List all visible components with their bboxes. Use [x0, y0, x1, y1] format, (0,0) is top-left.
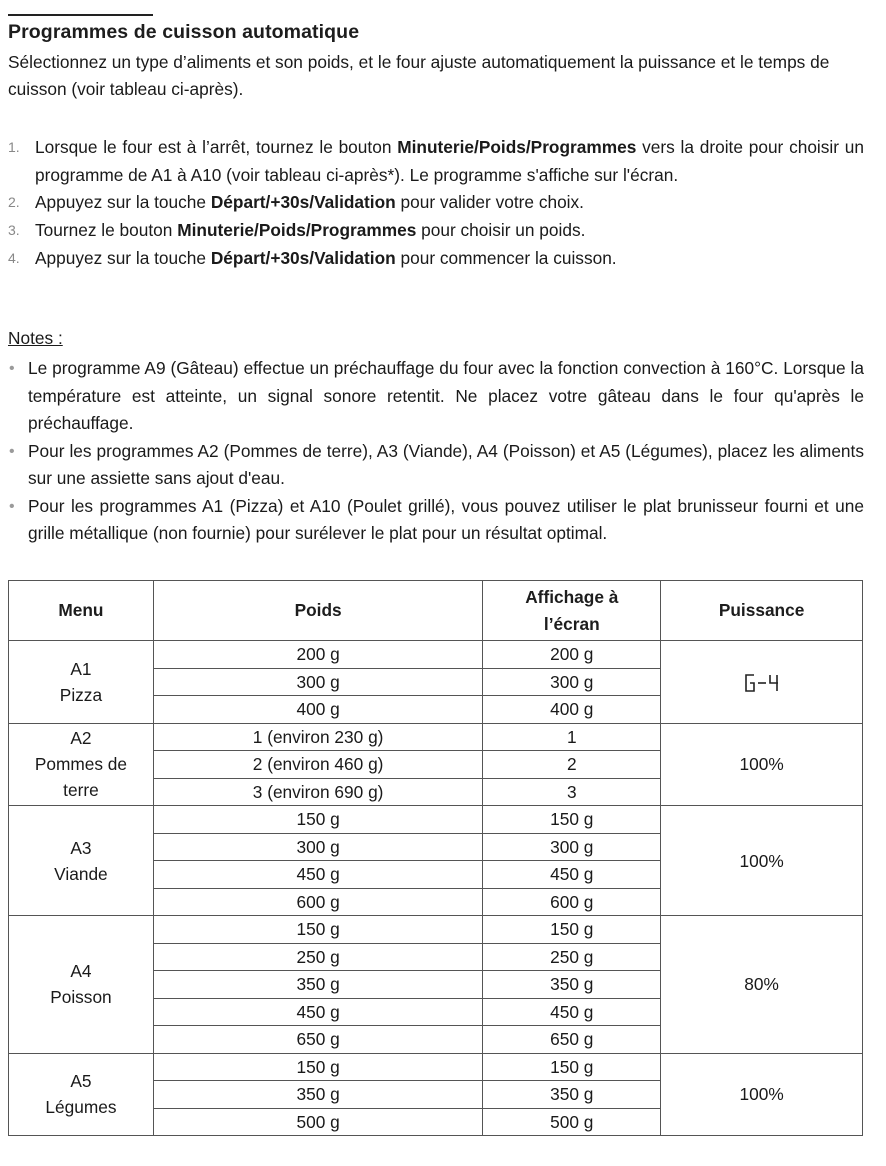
poids-cell: 600 g	[153, 888, 483, 916]
poids-cell: 150 g	[153, 806, 483, 834]
step-text-end: vers la droite pour choisir un programme de A1 à A10 (voir tableau ci-après*). Le programme s'affiche sur l'écran.	[35, 137, 864, 185]
step-button-name: Minuterie/Poids/Programmes	[177, 220, 417, 241]
step-item	[8, 217, 864, 245]
poids-cell: 450 g	[153, 861, 483, 889]
affichage-cell: 500 g	[483, 1108, 661, 1136]
note-text: Pour les programmes A1 (Pizza) et A10 (Poulet grillé), vous pouvez utiliser le plat brunisseur fourni et une grille métallique (non fournie) pour surélever le plat pour un résultat optimal.	[28, 495, 864, 543]
step-number: 1.	[8, 139, 20, 155]
bullet-icon: •	[9, 497, 15, 515]
menu-name: Légumes	[45, 1097, 117, 1118]
header-menu: Menu	[9, 581, 154, 641]
note-item	[8, 355, 864, 438]
affichage-cell: 150 g	[483, 806, 661, 834]
table-row	[9, 916, 863, 944]
poids-cell: 250 g	[153, 943, 483, 971]
section-divider	[8, 14, 153, 16]
affichage-cell: 150 g	[483, 1053, 661, 1081]
poids-cell: 300 g	[153, 833, 483, 861]
affichage-cell: 200 g	[483, 641, 661, 669]
puissance-cell	[661, 641, 863, 724]
poids-cell: 350 g	[153, 1081, 483, 1109]
step-button-name: Départ/+30s/Validation	[210, 192, 396, 213]
affichage-cell: 450 g	[483, 998, 661, 1026]
programmes-table	[8, 580, 863, 1136]
affichage-cell: 300 g	[483, 833, 661, 861]
step-item	[8, 189, 864, 217]
affichage-cell: 3	[483, 778, 661, 806]
note-text: Le programme A9 (Gâteau) effectue un préchauffage du four avec la fonction convection à 160°C. Lorsque la température est atteinte, un signal sonore retentit. Ne placez votre gâteau dans le four qu'après le préchauffage.	[28, 358, 864, 433]
notes-list	[8, 355, 864, 548]
step-text-end: pour valider votre choix.	[395, 192, 584, 213]
poids-cell: 150 g	[153, 916, 483, 944]
step-text: Lorsque le four est à l’arrêt, tournez le bouton	[35, 137, 398, 157]
menu-name: Pizza	[59, 684, 103, 705]
note-text: Pour les programmes A2 (Pommes de terre), A3 (Viande), A4 (Poisson) et A5 (Légumes), placez les aliments sur une assiette sans ajout d'eau.	[28, 440, 864, 488]
step-text: Tournez le bouton	[35, 220, 178, 241]
header-puissance: Puissance	[661, 581, 863, 641]
menu-code: A2	[70, 728, 92, 749]
step-number: 4.	[8, 249, 20, 266]
poids-cell: 200 g	[153, 641, 483, 669]
step-text: Appuyez sur la touche	[35, 247, 211, 268]
table-row	[9, 723, 863, 751]
affichage-cell: 300 g	[483, 668, 661, 696]
header-affichage-line2: l’écran	[543, 613, 600, 634]
menu-cell	[9, 806, 154, 916]
header-affichage-line1: Affichage à	[525, 586, 619, 607]
poids-cell: 1 (environ 230 g)	[153, 723, 483, 751]
puissance-cell: 100%	[661, 723, 863, 806]
step-button-name: Départ/+30s/Validation	[210, 247, 396, 268]
table-header-row	[9, 581, 863, 641]
poids-cell: 450 g	[153, 998, 483, 1026]
affichage-cell: 450 g	[483, 861, 661, 889]
intro-paragraph: Sélectionnez un type d’aliments et son poids, et le four ajuste automatiquement la puissance et le temps de cuisson (voir tableau ci-après).	[8, 52, 830, 99]
step-text-end: pour commencer la cuisson.	[395, 247, 617, 268]
steps-list	[8, 134, 864, 273]
menu-code: A3	[70, 837, 92, 858]
poids-cell: 400 g	[153, 696, 483, 724]
menu-cell	[9, 641, 154, 724]
menu-cell	[9, 723, 154, 806]
menu-code: A1	[70, 658, 92, 679]
affichage-cell: 350 g	[483, 1081, 661, 1109]
step-button-name: Minuterie/Poids/Programmes	[397, 137, 637, 157]
bullet-icon: •	[9, 360, 15, 377]
poids-cell: 500 g	[153, 1108, 483, 1136]
poids-cell: 3 (environ 690 g)	[153, 778, 483, 806]
bullet-icon: •	[9, 442, 15, 460]
poids-cell: 2 (environ 460 g)	[153, 751, 483, 779]
step-text-end: pour choisir un poids.	[416, 220, 586, 241]
note-item	[8, 493, 864, 548]
affichage-cell: 250 g	[483, 943, 661, 971]
seven-segment-display-icon	[745, 674, 779, 692]
affichage-cell: 1	[483, 723, 661, 751]
notes-title: Notes :	[8, 328, 63, 348]
puissance-cell: 100%	[661, 1053, 863, 1136]
step-number: 2.	[8, 194, 20, 211]
step-item	[8, 134, 864, 189]
step-number: 3.	[8, 222, 20, 239]
affichage-cell: 2	[483, 751, 661, 779]
header-affichage	[483, 581, 661, 641]
puissance-cell: 80%	[661, 916, 863, 1054]
menu-code: A4	[70, 961, 92, 982]
step-item	[8, 245, 864, 273]
poids-cell: 350 g	[153, 971, 483, 999]
menu-name: Poisson	[50, 987, 112, 1008]
menu-name: Pommes de	[34, 754, 128, 775]
menu-name: Viande	[54, 863, 108, 884]
affichage-cell: 150 g	[483, 916, 661, 944]
step-text: Appuyez sur la touche	[35, 192, 211, 213]
affichage-cell: 400 g	[483, 696, 661, 724]
puissance-cell: 100%	[661, 806, 863, 916]
menu-name-cont: terre	[63, 780, 99, 801]
affichage-cell: 350 g	[483, 971, 661, 999]
table-row	[9, 1053, 863, 1081]
menu-cell	[9, 916, 154, 1054]
poids-cell: 150 g	[153, 1053, 483, 1081]
poids-cell: 650 g	[153, 1026, 483, 1054]
header-poids: Poids	[153, 581, 483, 641]
menu-cell	[9, 1053, 154, 1136]
section-title: Programmes de cuisson automatique	[8, 21, 360, 43]
poids-cell: 300 g	[153, 668, 483, 696]
affichage-cell: 650 g	[483, 1026, 661, 1054]
affichage-cell: 600 g	[483, 888, 661, 916]
note-item	[8, 438, 864, 493]
table-row	[9, 641, 863, 669]
menu-code: A5	[70, 1071, 92, 1092]
table-row	[9, 806, 863, 834]
